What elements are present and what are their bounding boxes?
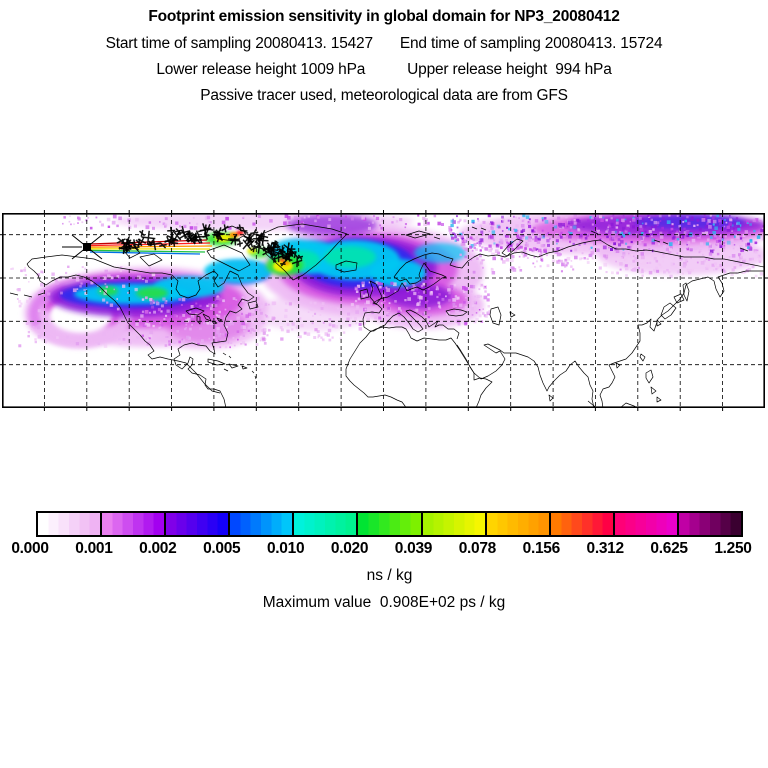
- colorbar-segment: [100, 513, 164, 535]
- colorbar-tick-label: 1.250: [714, 540, 752, 557]
- colorbar-tick-label: 0.000: [11, 540, 49, 557]
- world-map: [0, 210, 768, 416]
- max-value-text: Maximum value 0.908E+02 ps / kg: [262, 594, 506, 611]
- colorbar: [36, 511, 743, 537]
- start-time-text: Start time of sampling 20080413. 15427: [105, 35, 373, 52]
- colorbar-tick-label: 0.312: [586, 540, 624, 557]
- upper-release-text: Upper release height 994 hPa: [407, 61, 612, 78]
- release-heights-line: [0, 61, 768, 79]
- colorbar-segment: [356, 513, 420, 535]
- colorbar-segment: [549, 513, 613, 535]
- colorbar-tick-label: 0.005: [203, 540, 241, 557]
- colorbar-segment: [38, 513, 100, 535]
- colorbar-tick-label: 0.625: [650, 540, 688, 557]
- page-title: Footprint emission sensitivity in global domain for NP3_20080412: [148, 8, 620, 25]
- units-label: ns / kg: [366, 567, 413, 584]
- colorbar-tick-label: 0.020: [330, 540, 369, 557]
- colorbar-tick-label: 0.001: [75, 540, 113, 557]
- lower-release-text: Lower release height 1009 hPa: [156, 61, 366, 78]
- colorbar-segment: [677, 513, 741, 535]
- tracer-met-line: Passive tracer used, meteorological data are from GFS: [200, 87, 568, 104]
- end-time-text: End time of sampling 20080413. 15724: [399, 35, 663, 52]
- colorbar-tick-label: 0.010: [266, 540, 305, 557]
- colorbar-segment: [292, 513, 356, 535]
- colorbar-tick-label: 0.039: [394, 540, 433, 557]
- colorbar-tick-label: 0.078: [458, 540, 497, 557]
- colorbar-segment: [228, 513, 292, 535]
- sampling-times-line: [0, 35, 768, 53]
- colorbar-segment: [613, 513, 677, 535]
- colorbar-tick-labels: [11, 540, 752, 558]
- colorbar-tick-label: 0.156: [522, 540, 560, 557]
- colorbar-tick-label: 0.002: [139, 540, 177, 557]
- colorbar-segment: [421, 513, 485, 535]
- colorbar-segment: [164, 513, 228, 535]
- colorbar-segment: [485, 513, 549, 535]
